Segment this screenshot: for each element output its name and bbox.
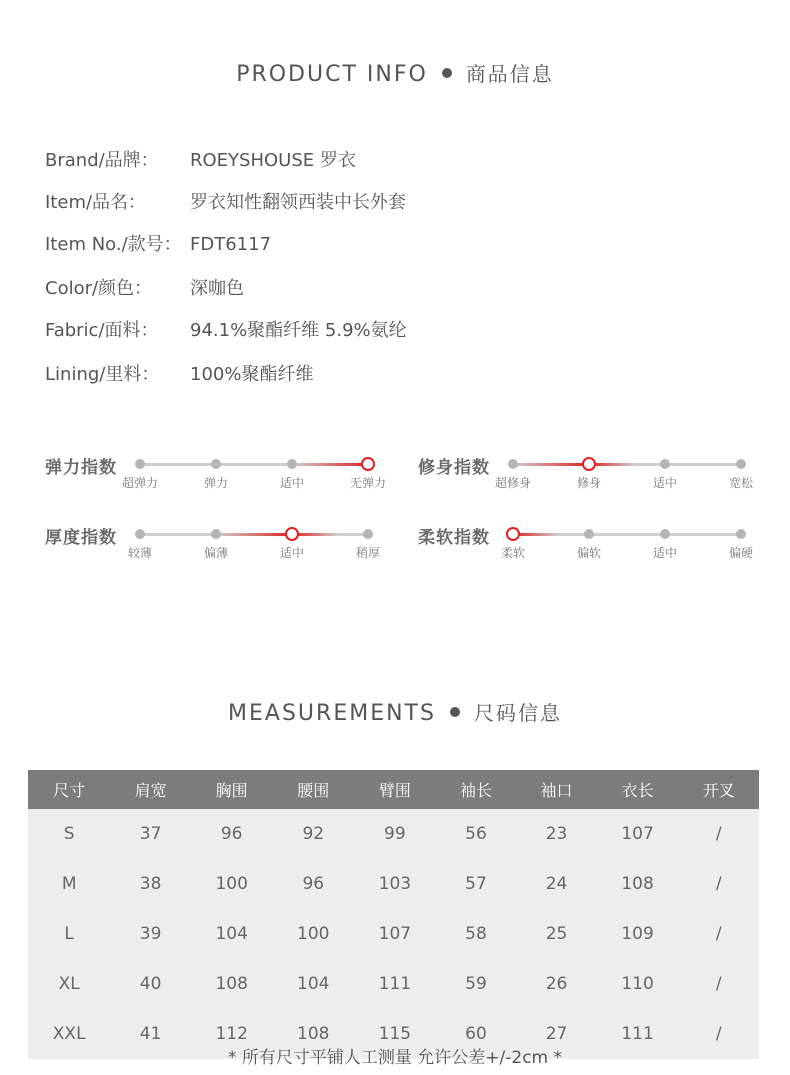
table-cell: 103 [378, 874, 412, 894]
table-row [28, 809, 759, 859]
index-marker [660, 459, 670, 469]
index-marker [736, 529, 746, 539]
table-header-cell: 肩宽 [110, 770, 191, 809]
measurements-title-cn: 尺码信息 [473, 701, 562, 725]
index-softness [418, 523, 778, 563]
index-tick-label: 超弹力 [121, 476, 159, 490]
index-tick-label: 偏硬 [728, 546, 754, 560]
info-row-item-no [45, 230, 271, 256]
product-info-heading [0, 58, 790, 87]
table-cell: 111 [621, 1024, 654, 1044]
index-title: 厚度指数 [45, 528, 117, 548]
info-label: Brand/品牌： [45, 150, 159, 171]
table-cell: 111 [378, 974, 412, 994]
table-cell: / [715, 974, 722, 994]
table-header-cell: 腰围 [272, 770, 354, 809]
info-label: Color/颜色： [45, 278, 153, 299]
table-cell: 38 [139, 874, 162, 894]
table-cell: 59 [465, 974, 487, 994]
info-value: 94.1%聚酯纤维 5.9%氨纶 [190, 320, 407, 341]
index-marker [211, 459, 221, 469]
info-row-brand [45, 146, 356, 172]
product-info-title-cn: 商品信息 [465, 62, 554, 86]
bullet-icon [450, 707, 460, 717]
info-label: Fabric/面料： [45, 320, 159, 341]
index-tick-label: 柔软 [500, 546, 526, 560]
info-row-lining [45, 360, 313, 386]
measurements-title-en: MEASUREMENTS [228, 701, 436, 726]
table-cell: 92 [302, 824, 325, 844]
table-cell: 41 [139, 1024, 162, 1044]
index-tick-label: 弹力 [203, 476, 229, 490]
table-row [28, 859, 759, 909]
table-cell: 96 [220, 824, 243, 844]
table-cell: / [715, 824, 722, 844]
index-title: 柔软指数 [418, 528, 490, 548]
table-cell: 96 [302, 874, 325, 894]
info-row-item [45, 188, 406, 214]
index-marker [363, 529, 373, 539]
index-tick-label: 宽松 [728, 476, 754, 490]
info-value: FDT6117 [190, 234, 272, 255]
table-cell: 107 [621, 824, 654, 844]
table-cell: 58 [465, 924, 487, 944]
table-cell: 60 [465, 1024, 487, 1044]
table-header-cell: 袖长 [436, 770, 517, 809]
index-tick-label: 较薄 [127, 546, 153, 560]
index-marker-selected [582, 457, 596, 471]
table-cell: 108 [621, 874, 654, 894]
table-cell: XXL [52, 1024, 86, 1044]
table-cell: 104 [297, 974, 330, 994]
table-cell: 39 [139, 924, 162, 944]
product-info-title-en: PRODUCT INFO [236, 62, 428, 87]
index-tick-label: 适中 [279, 476, 305, 490]
table-cell: 104 [215, 924, 248, 944]
table-cell: 109 [621, 924, 654, 944]
index-tick-label: 超修身 [494, 476, 532, 490]
index-marker [736, 459, 746, 469]
table-header-cell: 开叉 [678, 770, 759, 809]
table-header-cell: 衣长 [597, 770, 679, 809]
measurements-table [28, 770, 759, 1059]
table-header-cell: 臂围 [354, 770, 436, 809]
table-header-cell: 尺寸 [28, 770, 110, 809]
index-marker-selected [361, 457, 375, 471]
table-cell: 100 [215, 874, 248, 894]
table-row [28, 909, 759, 959]
index-marker [660, 529, 670, 539]
table-cell: XL [58, 974, 80, 994]
table-cell: 115 [378, 1024, 412, 1044]
info-label: Item/品名： [45, 192, 147, 213]
table-cell: M [61, 874, 77, 894]
table-row [28, 959, 759, 1009]
index-tick-label: 修身 [576, 476, 602, 490]
index-tick-label: 偏软 [576, 546, 602, 560]
table-cell: 110 [621, 974, 654, 994]
index-title: 弹力指数 [45, 458, 117, 478]
index-title: 修身指数 [418, 458, 490, 478]
index-tick-label: 适中 [652, 546, 678, 560]
info-label: Lining/里料： [45, 364, 160, 385]
table-cell: 25 [545, 924, 568, 944]
index-marker [287, 459, 297, 469]
info-value: ROEYSHOUSE 罗衣 [190, 150, 356, 171]
table-header-cell: 胸围 [191, 770, 273, 809]
measurement-note: * 所有尺寸平铺人工测量 允许公差+/-2cm * [227, 1048, 563, 1068]
index-highlight [216, 533, 338, 536]
table-cell: 40 [139, 974, 162, 994]
index-tick-label: 适中 [279, 546, 305, 560]
index-marker [135, 529, 145, 539]
table-cell: 57 [465, 874, 487, 894]
info-row-color [45, 274, 244, 300]
table-cell: S [63, 824, 75, 844]
measurements-heading [0, 697, 790, 726]
table-cell: / [715, 1024, 722, 1044]
index-marker [584, 529, 594, 539]
index-marker [211, 529, 221, 539]
info-value: 深咖色 [190, 278, 244, 299]
info-row-fabric [45, 316, 407, 342]
info-label: Item No./款号： [45, 234, 182, 255]
index-thickness [45, 523, 405, 563]
index-elasticity [45, 453, 405, 493]
table-cell: 108 [297, 1024, 330, 1044]
table-cell: / [715, 874, 722, 894]
index-highlight [513, 463, 635, 466]
index-tick-label: 适中 [652, 476, 678, 490]
index-tick-label: 无弹力 [349, 476, 387, 490]
index-highlight [292, 463, 368, 466]
table-cell: 37 [139, 824, 162, 844]
index-fit [418, 453, 778, 493]
table-cell: 26 [545, 974, 568, 994]
index-marker [508, 459, 518, 469]
table-cell: L [64, 924, 74, 944]
info-value: 100%聚酯纤维 [190, 364, 314, 385]
table-header-cell: 袖口 [516, 770, 597, 809]
table-cell: 100 [297, 924, 330, 944]
index-marker [135, 459, 145, 469]
index-marker-selected [285, 527, 299, 541]
table-cell: 56 [465, 824, 487, 844]
bullet-icon [442, 68, 452, 78]
table-cell: 108 [215, 974, 248, 994]
index-marker-selected [506, 527, 520, 541]
table-header-row [28, 770, 759, 809]
table-cell: 27 [545, 1024, 568, 1044]
table-cell: 107 [378, 924, 412, 944]
table-cell: 112 [215, 1024, 248, 1044]
table-cell: 24 [545, 874, 568, 894]
table-cell: 99 [384, 824, 406, 844]
index-tick-label: 偏薄 [203, 546, 229, 560]
index-tick-label: 稍厚 [355, 546, 381, 560]
table-cell: 23 [545, 824, 568, 844]
info-value: 罗衣知性翻领西装中长外套 [190, 192, 406, 213]
table-cell: / [715, 924, 722, 944]
